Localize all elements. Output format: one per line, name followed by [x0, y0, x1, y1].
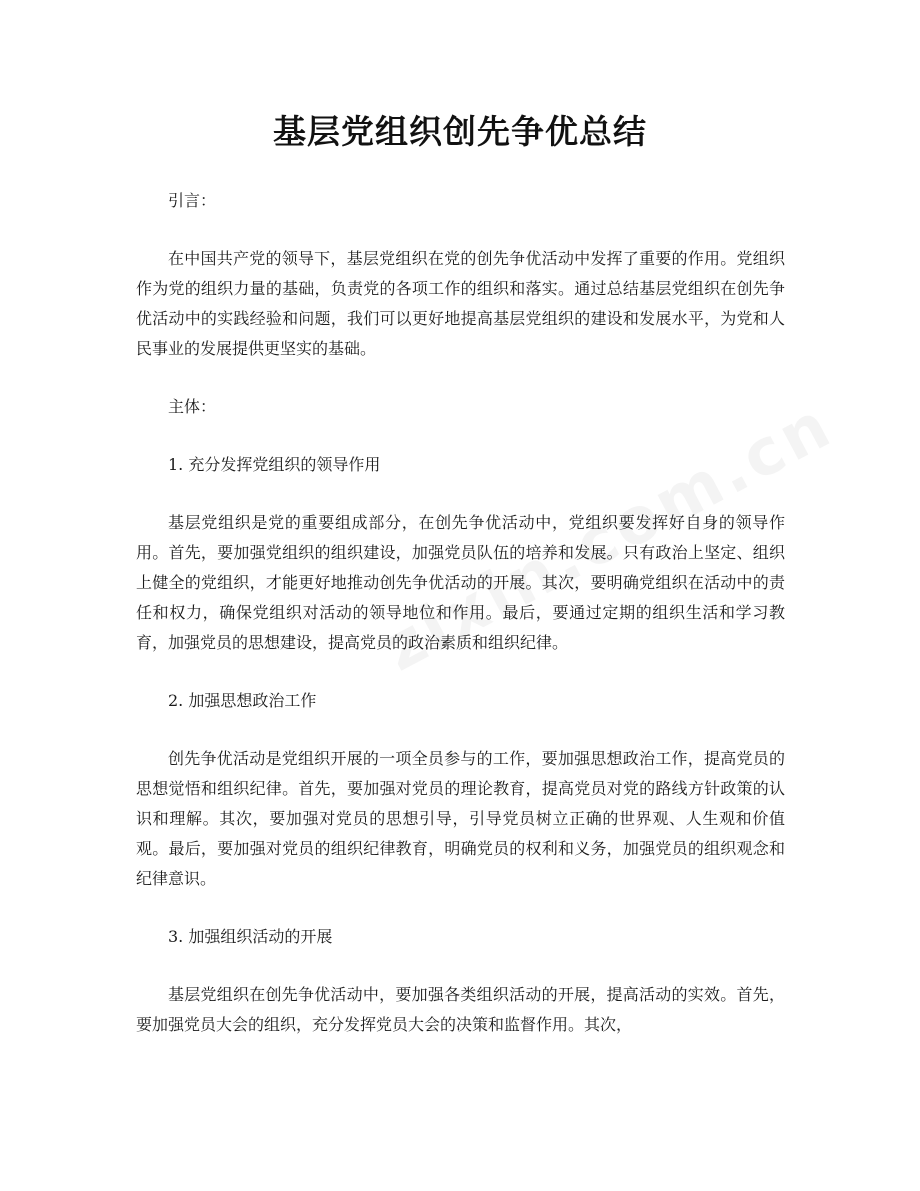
intro-label: 引言： [168, 191, 217, 210]
section-heading-1: 1. 充分发挥党组织的领导作用 [168, 455, 381, 474]
section-paragraph-1: 基层党组织是党的重要组成部分，在创先争优活动中，党组织要发挥好自身的领导作用。首先，要加强党组织的组织建设，加强党员队伍的培养和发展。只有政治上坚定、组织上健全的党组织，才能更好地推动创先争优活动的开展。其次，要明确党组织在活动中的责任和权力，确保党组织对活动的领导地位和作用。最后，要通过定期的组织生活和学习教育，加强党员的思想建设，提高党员的政治素质和组织纪律。 [136, 513, 785, 652]
section-paragraph-2: 创先争优活动是党组织开展的一项全员参与的工作，要加强思想政治工作，提高党员的思想觉悟和组织纪律。首先，要加强对党员的理论教育，提高党员对党的路线方针政策的认识和理解。其次，要加强对党员的思想引导，引导党员树立正确的世界观、人生观和价值观。最后，要加强对党员的组织纪律教育，明确党员的权利和义务，加强党员的组织观念和纪律意识。 [136, 749, 785, 888]
section-heading-3: 3. 加强组织活动的开展 [168, 927, 333, 946]
document-title: 基层党组织创先争优总结 [273, 112, 647, 151]
section-heading-2: 2. 加强思想政治工作 [168, 691, 317, 710]
document-body [136, 186, 785, 1068]
body-label: 主体： [168, 397, 217, 416]
section-paragraph-3: 基层党组织在创先争优活动中，要加强各类组织活动的开展，提高活动的实效。首先，要加强党员大会的组织，充分发挥党员大会的决策和监督作用。其次， [136, 985, 785, 1034]
intro-paragraph: 在中国共产党的领导下，基层党组织在党的创先争优活动中发挥了重要的作用。党组织作为党的组织力量的基础，负责党的各项工作的组织和落实。通过总结基层党组织在创先争优活动中的实践经验和问题，我们可以更好地提高基层党组织的建设和发展水平，为党和人民事业的发展提供更坚实的基础。 [136, 249, 785, 358]
